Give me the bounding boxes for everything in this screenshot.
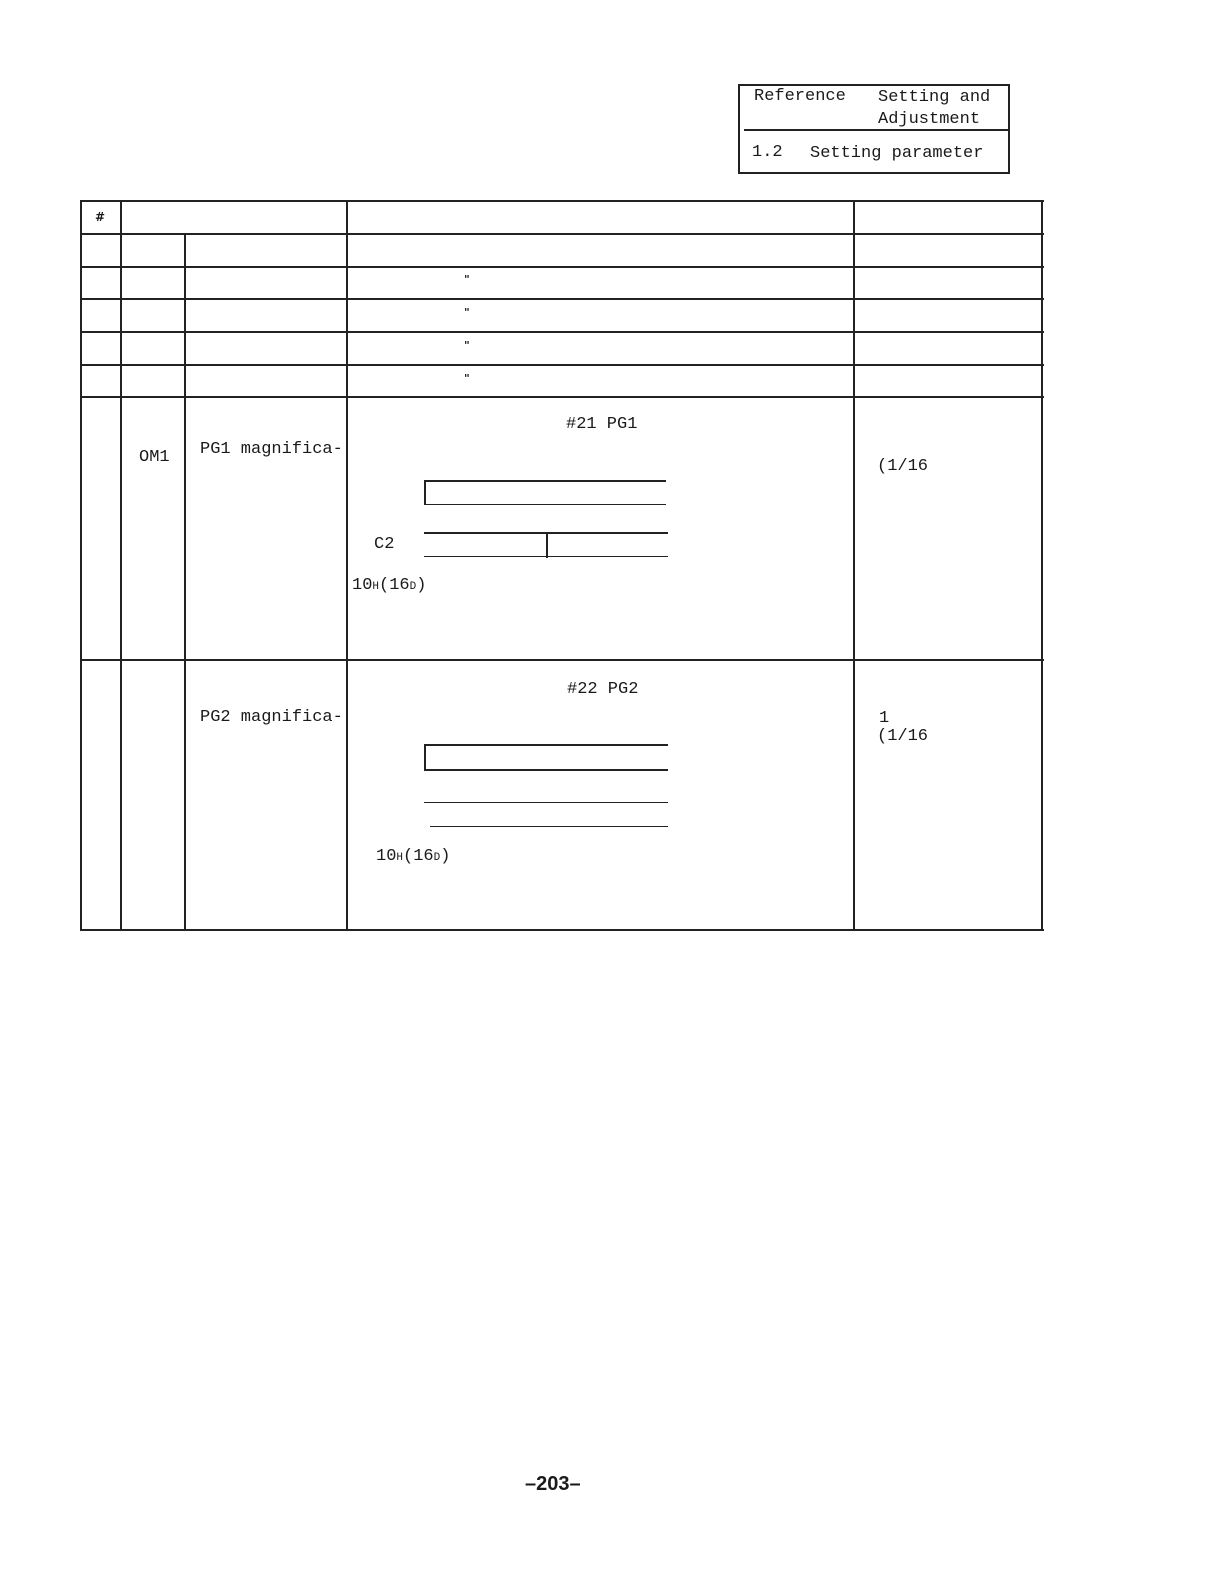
ditto-mark: " — [464, 372, 470, 385]
pg2-name: PG2 magnifica- — [200, 708, 343, 727]
ditto-mark: " — [464, 306, 470, 319]
pg2-desc-ref: #22 PG2 — [567, 680, 639, 699]
table-column-rule — [184, 233, 186, 931]
reference-box-divider — [744, 129, 1010, 131]
table-row-rule — [80, 298, 1044, 300]
table-row-rule — [80, 266, 1044, 268]
ditto-mark: " — [464, 339, 470, 352]
table-row-rule — [80, 396, 1044, 398]
pg2-unit-line2: (1/16 — [877, 727, 929, 746]
pg1-code: OM1 — [139, 448, 170, 467]
header-hash: # — [95, 210, 106, 224]
table-border-bottom — [80, 929, 1044, 931]
ditto-mark: " — [464, 273, 470, 286]
table-border-top — [80, 200, 1044, 202]
table-column-rule — [853, 200, 855, 931]
reference-title-line1: Setting and — [878, 88, 991, 107]
reference-title-line2: Adjustment — [878, 110, 981, 129]
table-column-rule — [346, 200, 348, 931]
pg2-unit-line1: 1 — [879, 709, 890, 728]
section-number: 1.2 — [752, 143, 783, 162]
reference-label: Reference — [754, 87, 846, 106]
table-row-rule — [80, 659, 1044, 661]
pg1-desc-ref: #21 PG1 — [566, 415, 638, 434]
table-row-rule — [80, 364, 1044, 366]
pg1-bit-divider — [546, 532, 548, 558]
page-number: –203– — [525, 1473, 581, 1495]
section-title: Setting parameter — [810, 144, 984, 163]
pg1-default-value: 10H(16D) — [352, 576, 427, 595]
table-border-right — [1041, 200, 1043, 931]
pg2-bit-field — [424, 744, 668, 771]
table-row-rule — [80, 331, 1044, 333]
pg2-default-value: 10H(16D) — [376, 847, 451, 866]
table-border-left — [80, 200, 82, 931]
pg2-bit-rule — [424, 802, 668, 803]
pg2-bit-rule — [430, 826, 668, 827]
pg1-bit-label: C2 — [374, 535, 395, 554]
pg1-name: PG1 magnifica- — [200, 440, 343, 459]
table-column-rule — [120, 200, 122, 931]
pg1-bit-field — [424, 480, 666, 505]
pg1-unit: (1/16 — [877, 457, 929, 476]
table-header-rule — [80, 233, 1044, 235]
